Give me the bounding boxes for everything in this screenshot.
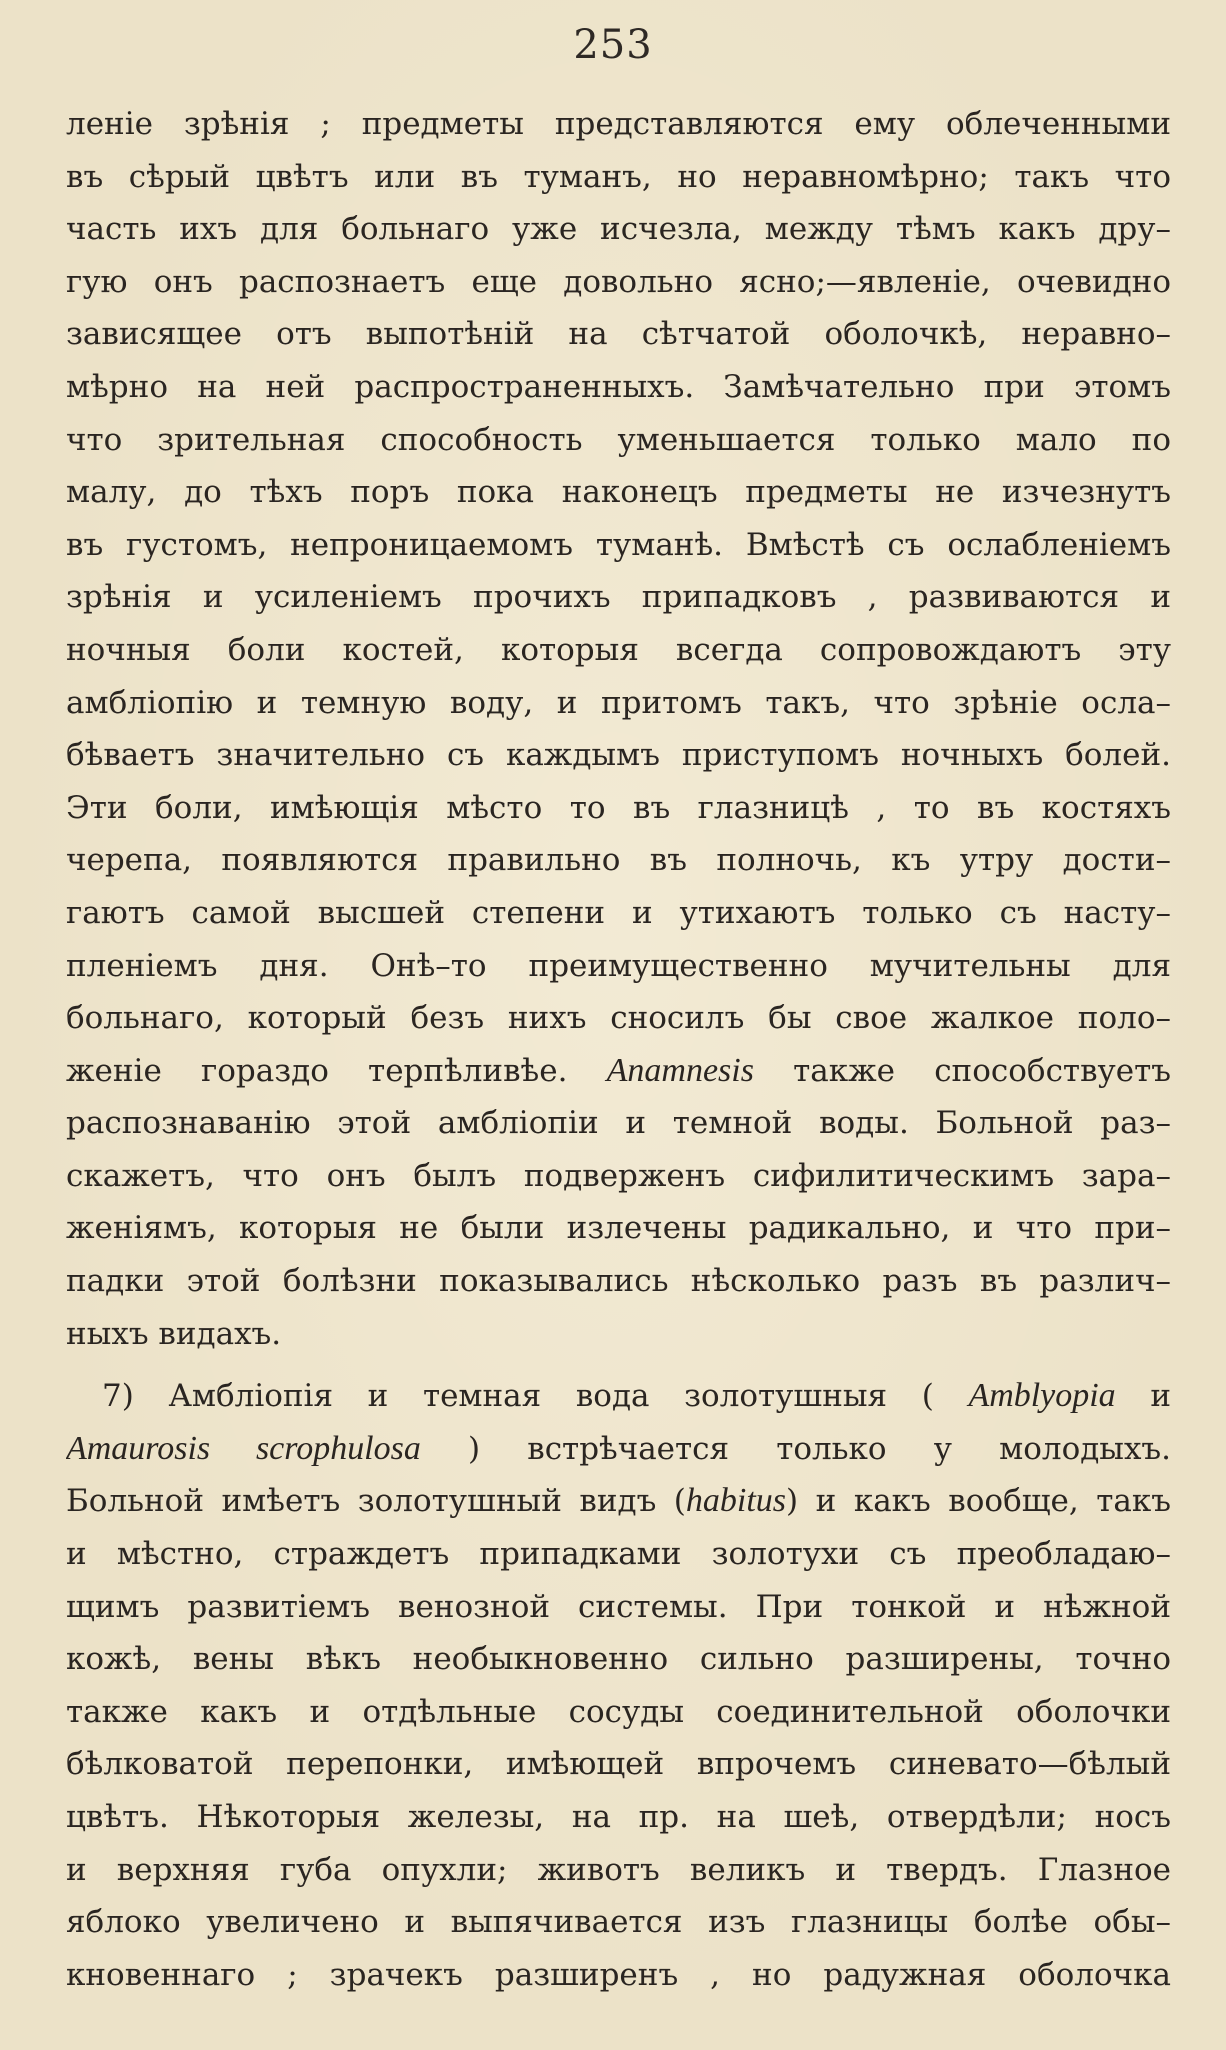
text-line: малу, до тѣхъ поръ пока наконецъ предметы не изчезнутъ: [66, 474, 1171, 511]
text-line: Amaurosis scrophulosa ) встрѣчается только у молодыхъ.: [66, 1429, 1171, 1467]
text-line: въ сѣрый цвѣтъ или въ туманъ, но неравномѣрно; такъ что: [66, 158, 1171, 195]
text-line: падки этой болѣзни показывались нѣсколько разъ въ различ–: [66, 1263, 1171, 1300]
text-line: гаютъ самой высшей степени и утихаютъ только съ насту–: [66, 894, 1171, 931]
page-text: [66, 98, 1171, 2001]
text-line: зрѣнія и усиленіемъ прочихъ припадковъ , развиваются и: [66, 579, 1171, 616]
text-line: ныхъ видахъ.: [66, 1315, 282, 1352]
text-line: ночныя боли костей, которыя всегда сопровождаютъ эту: [66, 631, 1171, 668]
latin-term: Amblyopia: [968, 1377, 1116, 1415]
text-line: кожѣ, вены вѣкъ необыкновенно сильно разширены, точно: [66, 1641, 1171, 1678]
latin-term: Amaurosis scrophulosa: [66, 1429, 421, 1467]
latin-term: Anamnesis: [606, 1051, 754, 1089]
text-line: и мѣстно, страждетъ припадками золотухи съ преобладаю–: [66, 1536, 1171, 1573]
text-line: и верхняя губа опухли; животъ великъ и твердъ. Глазное: [66, 1851, 1171, 1888]
text-line: бѣваетъ значительно съ каждымъ приступомъ ночныхъ болей.: [66, 737, 1171, 774]
text-line: больнаго, который безъ нихъ сносилъ бы свое жалкое поло–: [66, 1000, 1171, 1037]
text-line: часть ихъ для больнаго уже исчезла, между тѣмъ какъ дру–: [66, 211, 1171, 248]
text-line: въ густомъ, непроницаемомъ туманѣ. Вмѣстѣ съ ослабленіемъ: [66, 526, 1171, 563]
text-line: цвѣтъ. Нѣкоторыя железы, на пр. на шеѣ, отвердѣли; носъ: [66, 1799, 1171, 1835]
text-line: что зрительная способность уменьшается только мало по: [66, 421, 1171, 458]
page-number: 253: [573, 22, 653, 68]
text-line: зависящее отъ выпотѣній на сѣтчатой оболочкѣ, неравно–: [66, 316, 1171, 353]
text-line: женіямъ, которыя не были излечены радикально, и что при–: [66, 1210, 1171, 1247]
text-line: черепа, появляются правильно въ полночь, къ утру дости–: [66, 842, 1171, 879]
text-line: кновеннаго ; зрачекъ разширенъ , но радужная оболочка: [66, 1956, 1171, 1993]
text-line: амбліопію и темную воду, и притомъ такъ, что зрѣніе осла–: [66, 684, 1171, 721]
text-line: скажетъ, что онъ былъ подверженъ сифилитическимъ зара–: [66, 1157, 1171, 1194]
text-line: щимъ развитіемъ венозной системы. При тонкой и нѣжной: [66, 1588, 1171, 1625]
text-line: также какъ и отдѣльные сосуды соединительной оболочки: [66, 1693, 1171, 1730]
text-line: мѣрно на ней распространенныхъ. Замѣчательно при этомъ: [66, 368, 1171, 405]
text-line: бѣлковатой перепонки, имѣющей впрочемъ синевато—бѣлый: [66, 1746, 1171, 1783]
text-line: женіе гораздо терпѣливѣе. Anamnesis также способствуетъ: [66, 1051, 1171, 1089]
text-line: яблоко увеличено и выпячивается изъ глазницы болѣе обы–: [66, 1904, 1171, 1941]
text-line: гую онъ распознаетъ еще довольно ясно;—явленіе, очевидно: [66, 263, 1171, 300]
section-heading-line: 7) Амбліопія и темная вода золотушныя ( Amblyopia и: [102, 1377, 1171, 1415]
latin-term: habitus: [685, 1482, 787, 1520]
text-line: Эти боли, имѣющія мѣсто то въ глазницѣ , то въ костяхъ: [66, 789, 1171, 826]
text-line: распознаванію этой амбліопіи и темной воды. Больной раз–: [66, 1105, 1171, 1142]
text-line: пленіемъ дня. Онѣ–то преимущественно мучительны для: [66, 947, 1171, 984]
text-line: леніе зрѣнія ; предметы представляются ему облеченными: [66, 106, 1171, 142]
text-line: Больной имѣетъ золотушный видъ (habitus) и какъ вообще, такъ: [66, 1482, 1171, 1520]
